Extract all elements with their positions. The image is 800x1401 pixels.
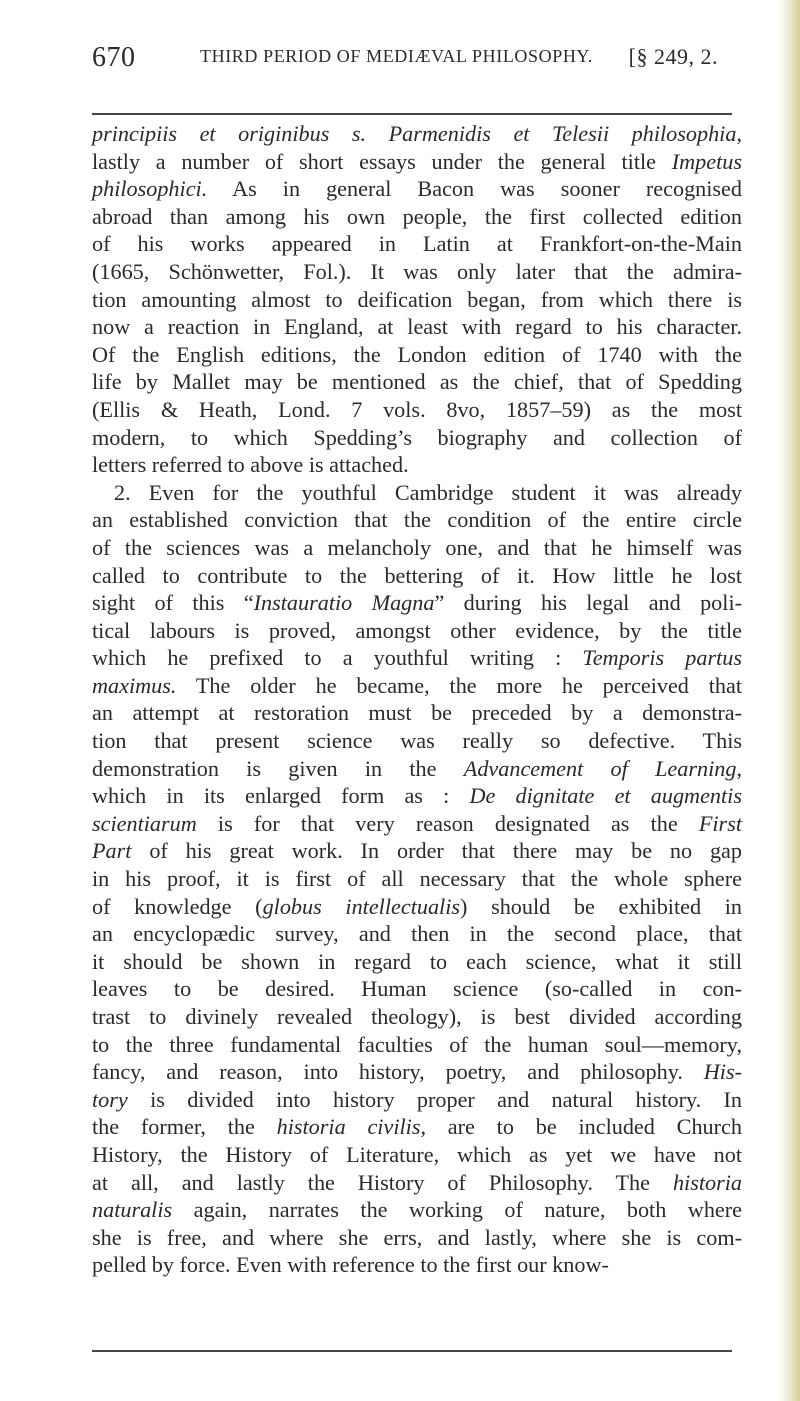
- text-run: (1665, Schönwetter, Fol.). It was only later that the admira-: [92, 258, 742, 284]
- text-line: [92, 920, 742, 948]
- italic-text: tory: [92, 1086, 128, 1112]
- text-run: fancy, and reason, into history, poetry, and philosophy.: [92, 1059, 704, 1085]
- text-run: ) should be exhibited in: [460, 893, 742, 919]
- text-run: ” during his legal and poli-: [434, 590, 742, 616]
- text-line: [92, 782, 742, 810]
- text-run: in his proof, it is first of all necessary that the whole sphere: [92, 866, 742, 892]
- text-line: [92, 175, 742, 203]
- text-run: an established conviction that the condition of the entire circle: [92, 507, 742, 533]
- text-line: [92, 286, 742, 314]
- body-text: [92, 120, 742, 1279]
- italic-text: Instauratio Magna: [253, 590, 435, 616]
- italic-text: First: [698, 810, 742, 836]
- text-run: 2. Even for the youthful Cambridge student it was already: [114, 479, 742, 505]
- italic-text: naturalis: [92, 1197, 173, 1223]
- text-line: [92, 451, 742, 479]
- text-line: [92, 755, 742, 783]
- text-run: Of the English editions, the London edition of 1740 with the: [92, 341, 742, 367]
- page-number: 670: [92, 42, 136, 73]
- text-line: [92, 1113, 742, 1141]
- text-run: lastly a number of short essays under the general title: [92, 148, 672, 174]
- text-run: of the sciences was a melancholy one, and that he himself was: [92, 534, 742, 560]
- text-run: is divided into history proper and natural history. In: [127, 1086, 742, 1112]
- italic-text: Advancement of Learning: [463, 755, 737, 781]
- text-run: tion amounting almost to deification began, from which there is: [92, 286, 742, 312]
- page-edge-shadow: [778, 0, 800, 1401]
- text-line: [92, 562, 742, 590]
- text-run: is for that very reason designated as the: [196, 810, 699, 836]
- text-line: [92, 644, 742, 672]
- bottom-rule: [92, 1350, 732, 1352]
- text-line: [92, 313, 742, 341]
- text-run: (Ellis & Heath, Lond. 7 vols. 8vo, 1857–59) as the most: [92, 396, 742, 422]
- text-run: the former, the: [92, 1114, 277, 1140]
- text-line: [92, 1196, 742, 1224]
- text-run: an encyclopædic survey, and then in the second place, that: [92, 921, 742, 947]
- text-run: , are to be included Church: [420, 1114, 742, 1140]
- text-run: at all, and lastly the History of Philosophy. The: [92, 1169, 673, 1195]
- text-run: which in its enlarged form as :: [92, 783, 470, 809]
- text-run: abroad than among his own people, the first collected edition: [92, 203, 742, 229]
- italic-text: historia civilis: [276, 1114, 421, 1140]
- text-run: tical labours is proved, amongst other evidence, by the title: [92, 617, 742, 643]
- text-line: [92, 589, 742, 617]
- text-run: of his great work. In order that there may be no gap: [131, 838, 742, 864]
- running-head: [92, 42, 718, 82]
- text-line: [92, 534, 742, 562]
- text-run: an attempt at restoration must be preceded by a demonstra-: [92, 700, 742, 726]
- text-line: [92, 396, 742, 424]
- italic-text: maximus.: [92, 672, 177, 698]
- italic-text: historia: [672, 1169, 742, 1195]
- text-line: [92, 1058, 742, 1086]
- text-line: [92, 1169, 742, 1197]
- text-run: pelled by force. Even with reference to the first our know-: [92, 1252, 609, 1278]
- text-line: [92, 1251, 742, 1279]
- text-run: life by Mallet may be mentioned as the chief, that of Spedding: [92, 369, 742, 395]
- text-run: letters referred to above is attached.: [92, 452, 409, 478]
- text-line: [92, 948, 742, 976]
- text-line: [92, 479, 742, 507]
- italic-text: De dignitate et augmentis: [469, 783, 742, 809]
- running-head-section: [§ 249, 2.: [628, 44, 718, 69]
- italic-text: Temporis partus: [582, 645, 742, 671]
- text-run: ,: [736, 755, 742, 781]
- text-run: which he prefixed to a youthful writing :: [92, 645, 583, 671]
- text-line: [92, 1141, 742, 1169]
- text-run: she is free, and where she errs, and lastly, where she is com-: [92, 1224, 742, 1250]
- top-rule: [92, 113, 732, 115]
- text-line: [92, 258, 742, 286]
- text-line: [92, 148, 742, 176]
- text-line: [92, 203, 742, 231]
- text-line: [92, 810, 742, 838]
- text-line: [92, 893, 742, 921]
- text-line: [92, 699, 742, 727]
- text-line: [92, 424, 742, 452]
- text-run: leaves to be desired. Human science (so-called in con-: [92, 976, 742, 1002]
- text-run: to the three fundamental faculties of the human soul—memory,: [92, 1031, 742, 1057]
- text-line: [92, 975, 742, 1003]
- text-run: of knowledge (: [92, 893, 263, 919]
- italic-text: globus intellectualis: [262, 893, 461, 919]
- text-line: [92, 506, 742, 534]
- text-run: again, narrates the working of nature, both where: [172, 1197, 742, 1223]
- text-line: [92, 865, 742, 893]
- text-line: [92, 368, 742, 396]
- text-run: As in general Bacon was sooner recognised: [207, 176, 742, 202]
- text-run: called to contribute to the bettering of it. How little he lost: [92, 562, 742, 588]
- text-line: [92, 1003, 742, 1031]
- text-line: [92, 230, 742, 258]
- text-line: [92, 727, 742, 755]
- text-run: ,: [736, 121, 742, 146]
- italic-text: His-: [703, 1059, 742, 1085]
- text-run: of his works appeared in Latin at Frankfort-on-the-Main: [92, 231, 742, 257]
- running-head-title: THIRD PERIOD OF MEDIÆVAL PHILOSOPHY.: [200, 46, 593, 66]
- text-run: demonstration is given in the: [92, 755, 464, 781]
- italic-text: Part: [92, 838, 132, 864]
- text-run: History, the History of Literature, which as yet we have not: [92, 1141, 742, 1167]
- text-run: tion that present science was really so defective. This: [92, 728, 742, 754]
- text-line: [92, 1031, 742, 1059]
- text-line: [92, 120, 742, 148]
- text-run: The older he became, the more he perceived that: [176, 672, 742, 698]
- text-run: sight of this “: [92, 590, 254, 616]
- text-line: [92, 617, 742, 645]
- text-run: now a reaction in England, at least with regard to his character.: [92, 314, 742, 340]
- text-line: [92, 672, 742, 700]
- text-line: [92, 341, 742, 369]
- text-run: modern, to which Spedding’s biography and collection of: [92, 424, 742, 450]
- text-line: [92, 1224, 742, 1252]
- text-run: it should be shown in regard to each science, what it still: [92, 948, 742, 974]
- italic-text: principiis et originibus s. Parmenidis et Telesii philosophia: [92, 121, 737, 146]
- italic-text: scientiarum: [92, 810, 197, 836]
- italic-text: philosophici.: [92, 176, 208, 202]
- text-run: trast to divinely revealed theology), is best divided according: [92, 1004, 742, 1029]
- italic-text: Impetus: [671, 148, 742, 174]
- text-line: [92, 1086, 742, 1114]
- text-line: [92, 837, 742, 865]
